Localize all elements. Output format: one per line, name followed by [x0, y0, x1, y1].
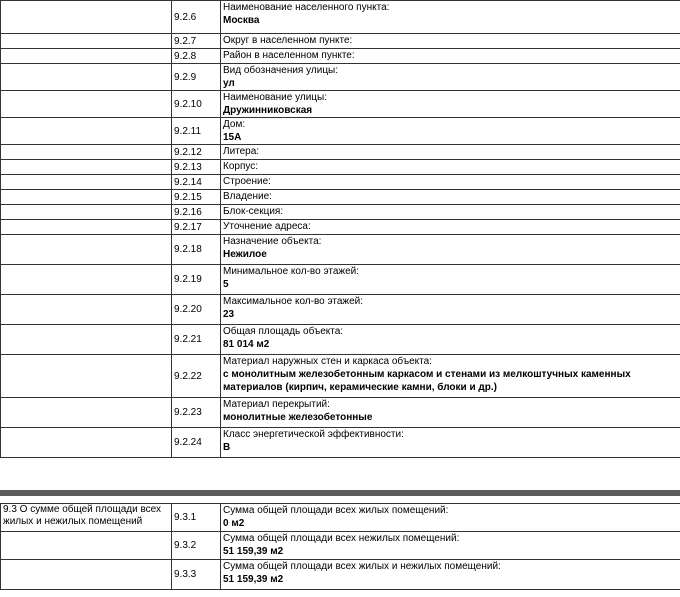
field-label: Максимальное кол-во этажей:: [223, 296, 364, 307]
field-value: с монолитным железобетонным каркасом и стенами из мелкоштучных каменных материалов (кирпич, керамические камни, блоки и др.): [223, 369, 631, 393]
blank-cell: [1, 428, 172, 458]
blank-cell: [1, 265, 172, 295]
field-label: Наименование улицы:: [223, 92, 327, 103]
section-separator: [0, 490, 680, 496]
section-9-3-table: [0, 503, 680, 590]
row-content: [221, 560, 680, 590]
blank-cell: [1, 190, 172, 205]
section-title: 9.3 О сумме общей площади всех жилых и нежилых помещений: [1, 504, 172, 532]
blank-cell: [1, 235, 172, 265]
table-row: [1, 91, 680, 118]
row-number: 9.2.13: [172, 160, 221, 175]
table-row: [1, 145, 680, 160]
blank-cell: [1, 398, 172, 428]
field-label: Общая площадь объекта:: [223, 326, 344, 337]
row-content: [221, 64, 680, 91]
table-row: [1, 64, 680, 91]
field-value: 23: [223, 309, 235, 320]
table-row: [1, 355, 680, 398]
field-label: Класс энергетической эффективности:: [223, 429, 404, 440]
field-label: Сумма общей площади всех нежилых помещений:: [223, 533, 460, 544]
blank-cell: [1, 295, 172, 325]
blank-cell: [1, 1, 172, 34]
table-row: [1, 265, 680, 295]
row-content: [221, 118, 680, 145]
row-number: 9.2.18: [172, 235, 221, 265]
blank-cell: [1, 160, 172, 175]
table-row: [1, 118, 680, 145]
field-label: Округ в населенном пункте:: [223, 35, 353, 46]
field-label: Дом:: [223, 119, 246, 130]
table-row: [1, 532, 680, 560]
field-value: 15А: [223, 132, 242, 143]
field-value: В: [223, 442, 231, 453]
blank-cell: [1, 34, 172, 49]
row-number: 9.2.21: [172, 325, 221, 355]
row-content: [221, 175, 680, 190]
table-row: [1, 160, 680, 175]
field-label: Вид обозначения улицы:: [223, 65, 339, 76]
row-content: [221, 205, 680, 220]
table-row: [1, 190, 680, 205]
row-content: [221, 428, 680, 458]
table-row: [1, 398, 680, 428]
blank-cell: [1, 560, 172, 590]
blank-cell: [1, 325, 172, 355]
row-content: [221, 295, 680, 325]
row-number: 9.2.12: [172, 145, 221, 160]
row-number: 9.2.14: [172, 175, 221, 190]
table-row: [1, 220, 680, 235]
row-content: [221, 265, 680, 295]
row-number: 9.3.1: [172, 504, 221, 532]
field-label: Строение:: [223, 176, 271, 187]
field-label: Сумма общей площади всех жилых и нежилых помещений:: [223, 561, 501, 572]
field-value: монолитные железобетонные: [223, 412, 373, 423]
field-label: Район в населенном пункте:: [223, 50, 355, 61]
field-label: Минимальное кол-во этажей:: [223, 266, 359, 277]
table-row: [1, 34, 680, 49]
table-row: [1, 325, 680, 355]
row-number: 9.3.3: [172, 560, 221, 590]
row-number: 9.2.6: [172, 1, 221, 34]
blank-cell: [1, 49, 172, 64]
blank-cell: [1, 145, 172, 160]
table-row: [1, 560, 680, 590]
row-number: 9.3.2: [172, 532, 221, 560]
row-content: [221, 145, 680, 160]
field-label: Назначение объекта:: [223, 236, 322, 247]
blank-cell: [1, 355, 172, 398]
field-value: 0 м2: [223, 518, 245, 529]
row-content: [221, 190, 680, 205]
table-row: [1, 428, 680, 458]
field-value: Москва: [223, 15, 260, 26]
row-number: 9.2.23: [172, 398, 221, 428]
field-label: Блок-секция:: [223, 206, 284, 217]
row-content: [221, 398, 680, 428]
field-label: Сумма общей площади всех жилых помещений:: [223, 505, 449, 516]
table-row: [1, 235, 680, 265]
field-label: Уточнение адреса:: [223, 221, 311, 232]
row-number: 9.2.7: [172, 34, 221, 49]
table-row: [1, 175, 680, 190]
blank-cell: [1, 205, 172, 220]
row-number: 9.2.22: [172, 355, 221, 398]
row-content: [221, 1, 680, 34]
field-value: 5: [223, 279, 229, 290]
field-label: Наименование населенного пункта:: [223, 2, 390, 13]
table-row: [1, 49, 680, 64]
row-number: 9.2.16: [172, 205, 221, 220]
row-content: [221, 325, 680, 355]
field-value: Дружинниковская: [223, 105, 313, 116]
row-number: 9.2.24: [172, 428, 221, 458]
field-value: ул: [223, 78, 235, 89]
field-value: 51 159,39 м2: [223, 574, 284, 585]
field-label: Литера:: [223, 146, 260, 157]
field-value: Нежилое: [223, 249, 267, 260]
row-number: 9.2.11: [172, 118, 221, 145]
field-label: Владение:: [223, 191, 272, 202]
row-number: 9.2.17: [172, 220, 221, 235]
row-content: [221, 235, 680, 265]
field-label: Корпус:: [223, 161, 259, 172]
row-number: 9.2.10: [172, 91, 221, 118]
row-content: [221, 220, 680, 235]
field-value: 81 014 м2: [223, 339, 270, 350]
field-value: 51 159,39 м2: [223, 546, 284, 557]
row-content: [221, 504, 680, 532]
blank-cell: [1, 220, 172, 235]
row-content: [221, 49, 680, 64]
field-label: Материал перекрытий:: [223, 399, 330, 410]
field-label: Материал наружных стен и каркаса объекта:: [223, 356, 432, 367]
table-row: [1, 504, 680, 532]
blank-cell: [1, 118, 172, 145]
row-number: 9.2.8: [172, 49, 221, 64]
row-content: [221, 160, 680, 175]
table-row: [1, 1, 680, 34]
row-content: [221, 91, 680, 118]
row-content: [221, 355, 680, 398]
row-number: 9.2.19: [172, 265, 221, 295]
row-number: 9.2.9: [172, 64, 221, 91]
row-content: [221, 532, 680, 560]
row-number: 9.2.15: [172, 190, 221, 205]
table-row: [1, 295, 680, 325]
blank-cell: [1, 532, 172, 560]
blank-cell: [1, 175, 172, 190]
blank-cell: [1, 64, 172, 91]
row-number: 9.2.20: [172, 295, 221, 325]
blank-cell: [1, 91, 172, 118]
table-row: [1, 205, 680, 220]
row-content: [221, 34, 680, 49]
